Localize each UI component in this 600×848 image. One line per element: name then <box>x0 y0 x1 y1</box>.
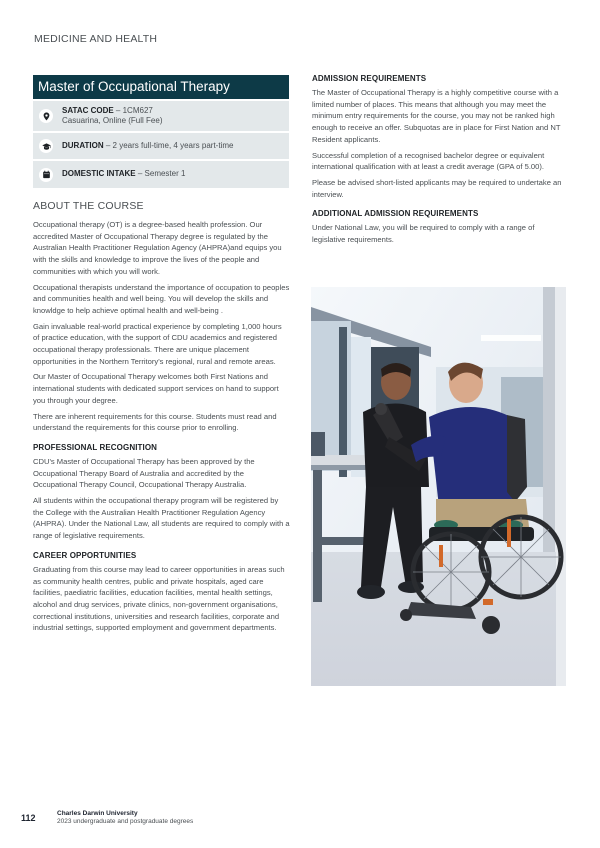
duration-label: DURATION <box>62 140 104 150</box>
satac-label: SATAC CODE <box>62 105 114 115</box>
info-row-intake <box>33 161 289 188</box>
admission-requirements-heading: ADMISSION REQUIREMENTS <box>312 74 427 83</box>
about-heading: ABOUT THE COURSE <box>33 200 144 212</box>
location-pin-icon <box>39 109 53 123</box>
duration-text <box>62 141 233 152</box>
course-info-box <box>33 75 289 188</box>
page-number: 112 <box>21 813 36 823</box>
admission-paragraph: The Master of Occupational Therapy is a highly competitive course with a limited number of places. This means that although you may meet the minimum entry requirements for the course, you may not be ranked high enough to receive an offer. Subquotas are in place for First Nation and NT Resident applicants. <box>312 88 561 144</box>
satac-text <box>62 106 162 127</box>
professional-recognition-paragraph: CDU's Master of Occupational Therapy has been approved by the Occupational Therapy Board of Australia and accredited by the Occupational Therapy Council, Occupational Therapy Australia. <box>33 456 255 490</box>
about-paragraph: Occupational therapists understand the importance of occupation to peoples and communities health and well being. You will develop the skills and knowldge to help achieve optimal health and well-being . <box>33 282 290 315</box>
course-photo <box>311 287 566 686</box>
duration-value: – 2 years full-time, 4 years part-time <box>103 140 234 150</box>
about-paragraph: Gain invaluable real-world practical experience by completing 1,000 hours of practice education, with the support of CDU academics and registered occupational therapy professionals. There are unique placement opportunities in the Northern Territory's regional, rural and remote areas. <box>33 321 282 366</box>
about-paragraph: Occupational therapy (OT) is a degree-based health profession. Our accredited Master of Occupational Therapy degree is regulated by the Australian Health Practitioner Regulation Agency (AHPRA)and equips you with the skills and knowledge to improve the lives of the people and communities with which you will work. <box>33 220 282 276</box>
info-row-satac <box>33 101 289 131</box>
intake-label: DOMESTIC INTAKE <box>62 169 136 179</box>
career-opportunities-heading: CAREER OPPORTUNITIES <box>33 550 137 560</box>
professional-recognition-paragraph: All students within the occupational therapy program will be registered by the College with the Australian Health Practitioner Regulation Agency (AHPRA). Under the National Law, all students are required to comply with a range of legislative requirements. <box>33 496 290 541</box>
satac-code: – 1CM627 <box>113 105 153 115</box>
satac-campus: Casuarina, Online (Full Fee) <box>62 116 163 125</box>
professional-recognition-heading: PROFESSIONAL RECOGNITION <box>33 442 158 452</box>
footer-university: Charles Darwin University <box>57 810 138 817</box>
section-label: MEDICINE AND HEALTH <box>34 33 158 45</box>
intake-value: – Semester 1 <box>135 169 186 179</box>
info-row-duration <box>33 133 289 159</box>
additional-admission-paragraph: Under National Law, you will be required to comply with a range of legislative requirements. <box>312 223 535 245</box>
footer <box>57 810 193 826</box>
about-paragraph: There are inherent requirements for this course. Students must read and understand the requirements for this course prior to enrolling. <box>33 411 277 433</box>
left-column <box>33 75 290 634</box>
course-title: Master of Occupational Therapy <box>33 75 289 99</box>
intake-text <box>62 169 185 180</box>
about-paragraph: Our Master of Occupational Therapy welcomes both First Nations and international students with dedicated support services on hand to support you through your degree. <box>33 372 279 405</box>
additional-admission-heading: ADDITIONAL ADMISSION REQUIREMENTS <box>312 209 479 219</box>
calendar-icon <box>39 168 53 182</box>
right-column <box>312 74 568 246</box>
admission-paragraph: Successful completion of a recognised bachelor degree or equivalent international qualification with at least a credit average (GPA of 5.00). <box>312 150 545 172</box>
graduation-cap-icon <box>39 139 53 153</box>
admission-paragraph: Please be advised short-listed applicants may be required to undertake an interview. <box>312 177 562 199</box>
footer-publication: 2023 undergraduate and postgraduate degrees <box>57 818 194 825</box>
career-opportunities-paragraph: Graduating from this course may lead to career opportunities in areas such as community health centres, public and private hospitals, aged care facilities, paediatric facilities, education facilities, mental health settings, alcohol and drug services, private clinics, non-government organisations, correctional institutions, universities and research facilities, corporate and industrial settings, supported employment and government departments. <box>33 564 285 633</box>
